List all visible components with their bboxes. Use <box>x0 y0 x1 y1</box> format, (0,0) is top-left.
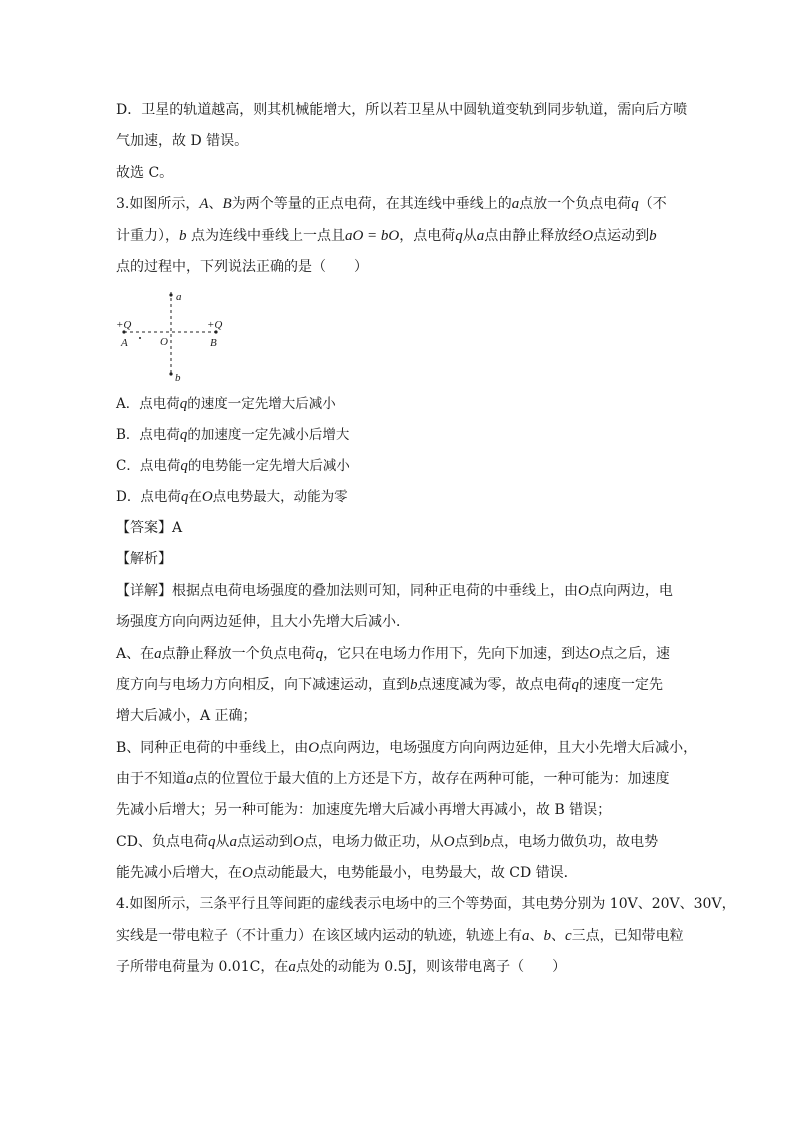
q3-option-c: C．点电荷q的电势能一定先增大后减小 <box>116 458 350 474</box>
q3-stem-line1: 3.如图所示，A、B为两个等量的正点电荷，在其连线中垂线上的a点放一个负点电荷q（不 <box>116 196 667 212</box>
q3-analysis-cd-line2: 能先减小后增大，在O点动能最大，电势能最小，电势最大，故 CD 错误． <box>116 865 578 881</box>
label-right-charge: +Q <box>207 319 223 331</box>
q3-analysis-heading: 【解析】 <box>116 551 172 567</box>
label-B: B <box>210 337 217 349</box>
small-dot <box>139 337 141 339</box>
point-b-dot <box>169 372 172 375</box>
q3-analysis-a-line3: 增大后减小，A 正确； <box>116 708 257 724</box>
q3-analysis-b-line1: B、同种正电荷的中垂线上，由O点向两边，电场强度方向向两边延伸，且大小先增大后减小， <box>116 740 698 756</box>
q3-option-d: D．点电荷q在O点电势最大，动能为零 <box>116 489 348 505</box>
q3-detail-line2: 场强度方向向两边延伸，且大小先增大后减小． <box>116 614 410 630</box>
q3-option-b: B．点电荷q的加速度一定先减小后增大 <box>116 427 350 443</box>
q3-analysis-a-line1: A、在a点静止释放一个负点电荷q，它只在电场力作用下，先向下加速，到达O点之后，速 <box>116 646 670 662</box>
q3-detail-line1: 【详解】根据点电荷电场强度的叠加法则可知，同种正电荷的中垂线上，由O点向两边，电 <box>116 583 673 599</box>
prev-answer: 故选 C。 <box>116 165 174 181</box>
q3-answer: 【答案】A <box>116 520 183 536</box>
q4-stem-line3: 子所带电荷量为 0.01C，在a点处的动能为 0.5J，则该带电离子（ ） <box>116 959 567 975</box>
label-left-charge: +Q <box>116 319 132 331</box>
label-b: b <box>175 372 181 384</box>
q3-analysis-b-line3: 先减小后增大；另一种可能为：加速度先增大后减小再增大再减小，故 B 错误； <box>116 802 612 818</box>
q4-stem-line2: 实线是一带电粒子（不计重力）在该区域内运动的轨迹，轨迹上有a、b、c三点，已知带电粒 <box>116 928 684 944</box>
label-a: a <box>176 291 182 303</box>
q4-stem-line1: 4.如图所示，三条平行且等间距的虚线表示电场中的三个等势面，其电势分别为 10V、20V、30V， <box>116 896 736 912</box>
q3-stem-line3: 点的过程中，下列说法正确的是（ ） <box>116 259 368 275</box>
charge-figure <box>116 286 236 386</box>
prev-option-d-line1: D．卫星的轨道越高，则其机械能增大，所以若卫星从中圆轨道变轨到同步轨道，需向后方喷 <box>116 102 688 118</box>
point-a-dot <box>169 293 172 296</box>
q3-analysis-b-line2: 由于不知道a点的位置位于最大值的上方还是下方，故存在两种可能，一种可能为：加速度 <box>116 771 670 787</box>
q3-analysis-cd-line1: CD、负点电荷q从a点运动到O点，电场力做正功，从O点到b点，电场力做负功，故电势 <box>116 834 659 850</box>
q3-option-a: A．点电荷q的速度一定先增大后减小 <box>116 396 336 412</box>
prev-option-d-line2: 气加速，故 D 错误。 <box>116 133 249 149</box>
label-O: O <box>160 336 168 348</box>
q3-analysis-a-line2: 度方向与电场力方向相反，向下减速运动，直到b点速度减为零，故点电荷q的速度一定先 <box>116 677 663 693</box>
label-A: A <box>121 337 128 349</box>
q3-stem-line2: 计重力），b 点为连线中垂线上一点且aO = bO，点电荷q从a点由静止释放经O点运动到b <box>116 228 657 244</box>
